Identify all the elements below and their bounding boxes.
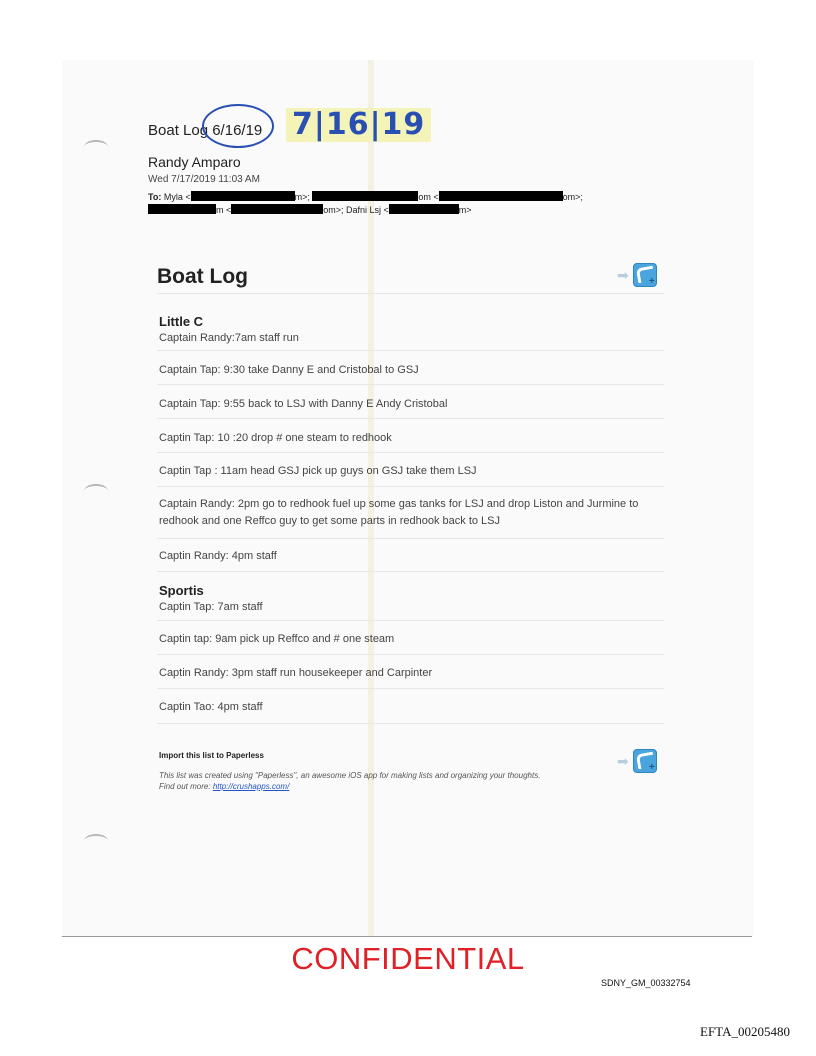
redaction-block	[191, 191, 295, 201]
redaction-block	[148, 204, 216, 214]
divider	[157, 384, 664, 385]
divider	[157, 418, 664, 419]
confidential-stamp: CONFIDENTIAL	[291, 941, 525, 976]
handwritten-date: 7|16|19	[286, 108, 431, 142]
efta-number: EFTA_00205480	[700, 1024, 790, 1039]
paperless-app-icon[interactable]	[633, 263, 657, 287]
section-heading: Sportis	[159, 583, 204, 598]
recipient-fragment: om <	[418, 192, 439, 202]
divider	[157, 620, 664, 621]
divider	[157, 571, 664, 572]
doc-title: Boat Log	[157, 265, 248, 288]
email-recipients	[148, 191, 583, 217]
log-entry: Captain Tap: 9:55 back to LSJ with Danny E Andy Cristobal	[159, 398, 448, 410]
log-entry: Captain Randy: 2pm go to redhook fuel up some gas tanks for LSJ and drop Liston and Jurmine to redhook and one Reffco guy to get some parts in redhook back to LSJ	[159, 498, 639, 527]
import-icons[interactable]	[617, 263, 657, 287]
arrow-right-icon: ➡	[617, 752, 629, 769]
email-sender: Randy Amparo	[148, 154, 241, 170]
binder-hole-mark	[84, 484, 108, 498]
recipient-fragment: m <	[216, 205, 232, 215]
divider	[157, 688, 664, 689]
find-more-label: Find out more:	[159, 782, 211, 791]
log-entry: Captin Tao: 4pm staff	[159, 701, 263, 713]
log-entry: Captain Randy:7am staff run	[159, 332, 299, 344]
crushapps-link[interactable]: http://crushapps.com/	[212, 782, 290, 791]
recipients-line-1	[148, 191, 583, 204]
redaction-block	[439, 191, 563, 201]
log-entry: Captin Randy: 3pm staff run housekeeper and Carpinter	[159, 667, 433, 679]
footer-find-more	[159, 781, 629, 792]
divider	[157, 723, 664, 724]
bates-number: SDNY_GM_00332754	[601, 978, 691, 988]
recipient-fragment: om>;	[562, 192, 583, 202]
divider	[157, 538, 664, 539]
paperless-app-icon[interactable]	[633, 749, 657, 773]
recipient-fragment: m>	[458, 205, 472, 215]
log-entry: Captain Tap: 9:30 take Danny E and Cristobal to GSJ	[159, 364, 419, 376]
binder-hole-mark	[84, 140, 108, 154]
handwritten-circle	[202, 104, 274, 148]
redaction-block	[389, 204, 459, 214]
log-entry: Captin Tap: 7am staff	[159, 601, 263, 613]
footer-note: This list was created using "Paperless", an awesome iOS app for making lists and organizing your thoughts.	[159, 771, 541, 780]
divider	[157, 452, 664, 453]
section-heading: Little C	[159, 314, 204, 329]
divider	[157, 350, 664, 351]
footer-description	[159, 770, 629, 792]
binder-hole-mark	[84, 834, 108, 848]
recipient-fragment: m>;	[294, 192, 310, 202]
divider	[157, 654, 664, 655]
arrow-right-icon: ➡	[617, 266, 629, 283]
email-sent-time: Wed 7/17/2019 11:03 AM	[148, 174, 260, 185]
redaction-block	[231, 204, 323, 214]
to-label: To:	[148, 192, 162, 202]
divider	[157, 486, 664, 487]
import-title: Import this list to Paperless	[159, 751, 264, 760]
log-entry: Captin Tap: 10 :20 drop # one steam to redhook	[159, 432, 392, 444]
log-entry: Captin Randy: 4pm staff	[159, 550, 277, 562]
recipient-1: Myla <	[163, 192, 191, 202]
email-subject: Boat Log 6/16/19	[148, 122, 263, 139]
log-entry: Captin Tap : 11am head GSJ pick up guys on GSJ take them LSJ	[159, 465, 477, 477]
page-bottom-rule	[62, 936, 752, 937]
log-entry: Captin tap: 9am pick up Reffco and # one steam	[159, 633, 395, 645]
divider	[157, 293, 664, 294]
recipients-line-2	[148, 204, 583, 217]
redaction-block	[312, 191, 418, 201]
recipient-fragment: om>; Dafni Lsj <	[323, 205, 389, 215]
